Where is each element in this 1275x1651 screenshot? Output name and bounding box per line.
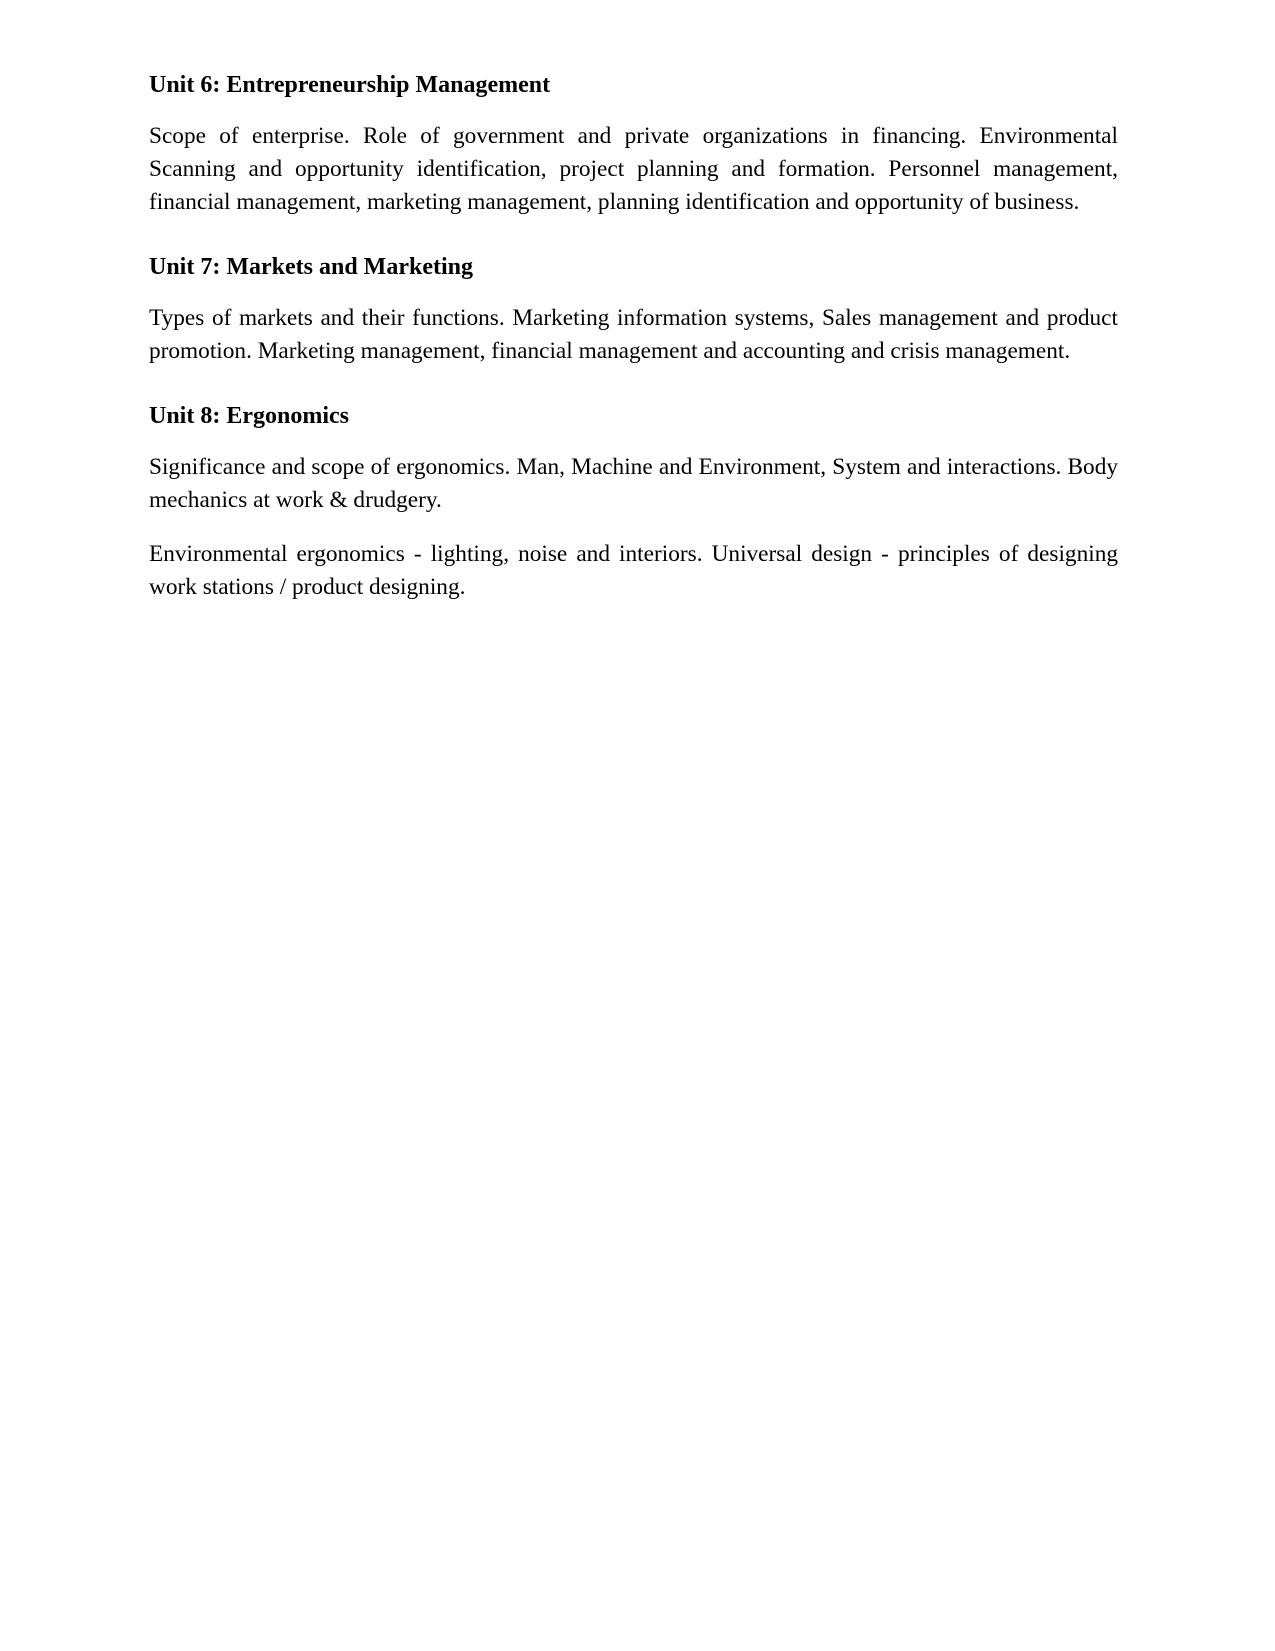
unit-6-heading: Unit 6: Entrepreneurship Management	[149, 72, 551, 98]
unit-8-paragraph-2: Environmental ergonomics - lighting, noise and interiors. Universal design - principles of designing work stations / product designing.	[149, 541, 1118, 600]
unit-6-section	[149, 70, 1118, 219]
unit-7-section	[149, 252, 1118, 368]
unit-8-section	[149, 401, 1118, 604]
page-content	[149, 70, 1118, 637]
unit-8-heading: Unit 8: Ergonomics	[149, 403, 349, 429]
unit-7-heading: Unit 7: Markets and Marketing	[149, 254, 473, 280]
unit-8-paragraph-1: Significance and scope of ergonomics. Man, Machine and Environment, System and interactions. Body mechanics at work & drudgery.	[149, 454, 1118, 513]
unit-7-paragraph: Types of markets and their functions. Marketing information systems, Sales management and product promotion. Marketing management, financial management and accounting and crisis management.	[149, 305, 1118, 364]
unit-6-paragraph: Scope of enterprise. Role of government and private organizations in financing. Environmental Scanning and opportunity identification, project planning and formation. Personnel management, financial management, marketing management, planning identification and opportunity of business.	[149, 123, 1118, 215]
